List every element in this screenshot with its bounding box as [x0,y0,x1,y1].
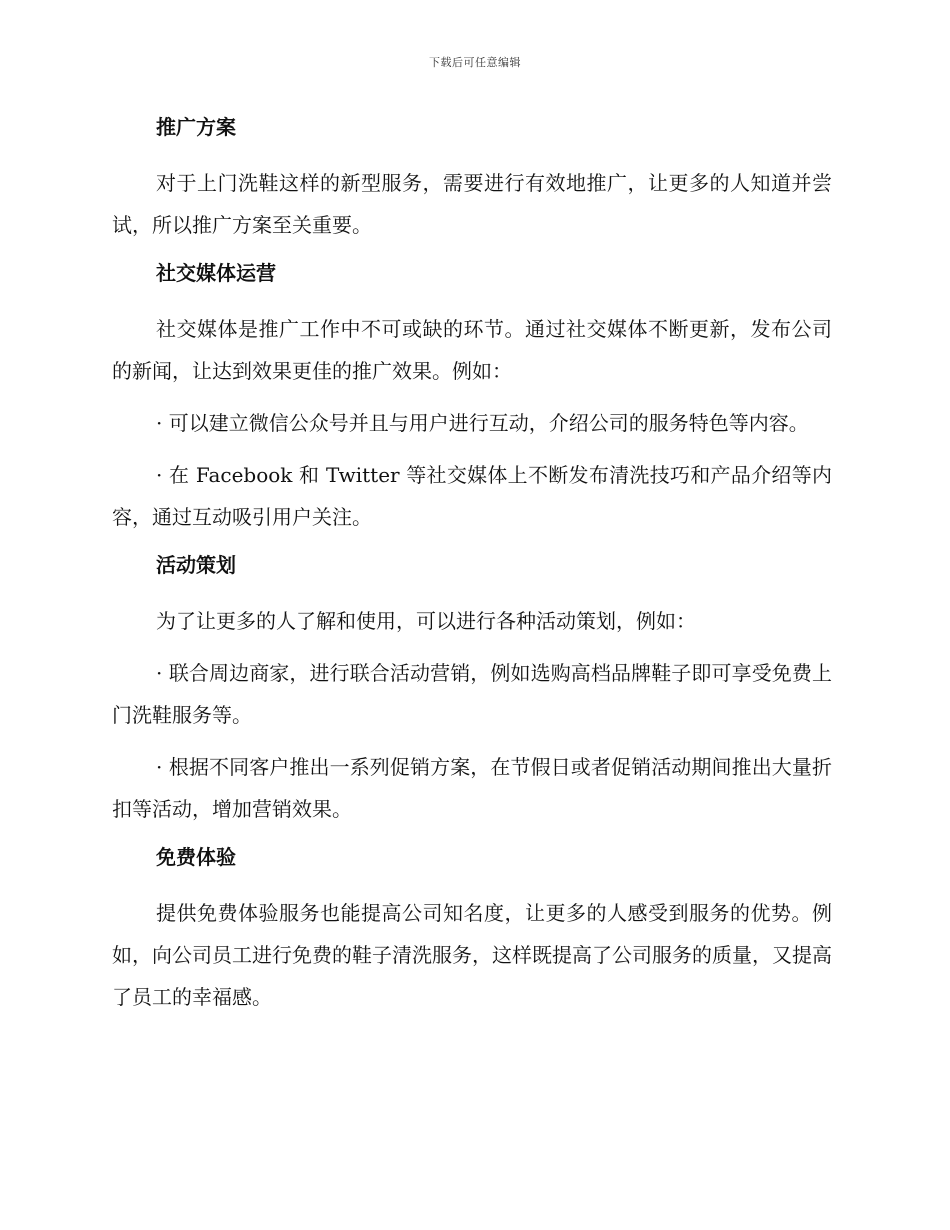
bullet-paragraph: · 根据不同客户推出一系列促销方案，在节假日或者促销活动期间推出大量折扣等活动，增加营销效果。 [112,755,832,821]
header-note: 下载后可任意编辑 [429,56,521,69]
section-heading: 免费体验 [156,845,236,869]
section-free-trial [112,840,832,1018]
body-paragraph: 为了让更多的人了解和使用，可以进行各种活动策划，例如： [156,609,696,633]
bullet-paragraph: · 在 Facebook 和 Twitter 等社交媒体上不断发布清洗技巧和产品介绍等内容，通过互动吸引用户关注。 [112,463,832,529]
body-paragraph: 社交媒体是推广工作中不可或缺的环节。通过社交媒体不断更新，发布公司的新闻，让达到效果更佳的推广效果。例如： [112,317,832,383]
body-paragraph: 对于上门洗鞋这样的新型服务，需要进行有效地推广，让更多的人知道并尝试，所以推广方案至关重要。 [112,171,832,237]
document-body [112,110,832,1028]
section-heading: 活动策划 [156,553,236,577]
section-promotion-plan [112,110,832,246]
bullet-paragraph: · 联合周边商家，进行联合活动营销，例如选购高档品牌鞋子即可享受免费上门洗鞋服务等。 [112,661,832,727]
section-event-planning [112,548,832,830]
section-heading: 社交媒体运营 [156,261,276,285]
body-paragraph: 提供免费体验服务也能提高公司知名度，让更多的人感受到服务的优势。例如，向公司员工进行免费的鞋子清洗服务，这样既提高了公司服务的质量，又提高了员工的幸福感。 [112,901,832,1009]
section-heading: 推广方案 [156,115,236,139]
bullet-paragraph: · 可以建立微信公众号并且与用户进行互动，介绍公司的服务特色等内容。 [156,411,809,435]
section-social-media [112,256,832,538]
